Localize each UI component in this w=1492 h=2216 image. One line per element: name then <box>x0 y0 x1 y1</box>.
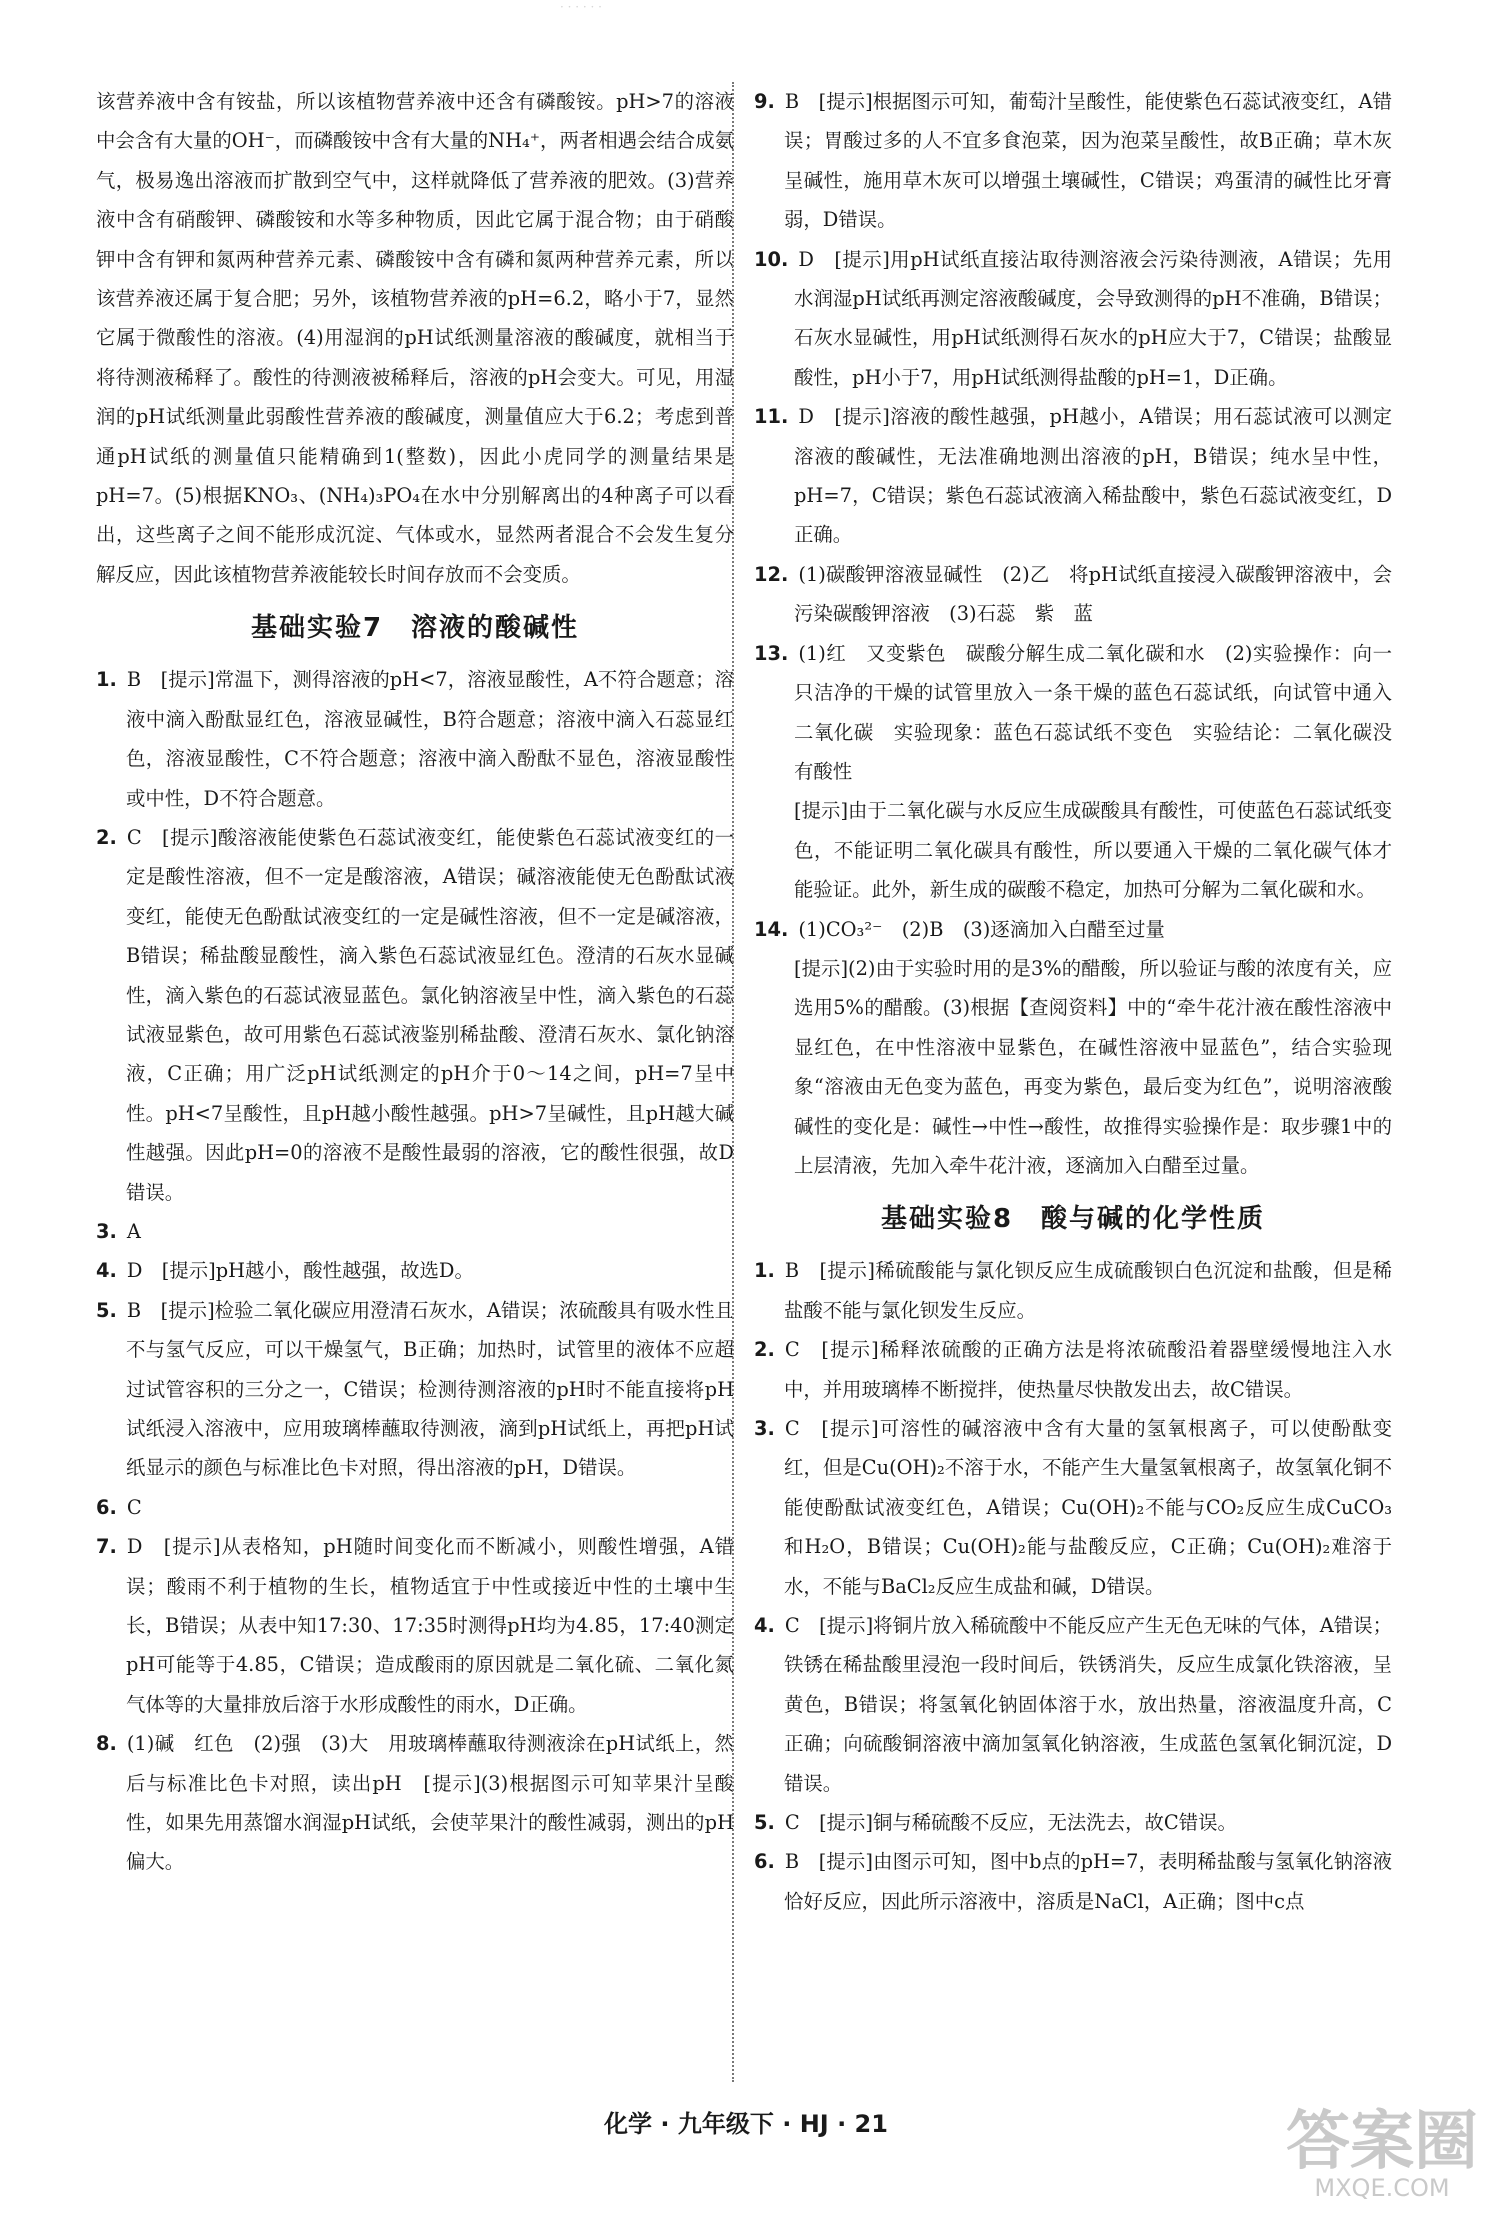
answer-item <box>754 1842 1392 1921</box>
answer-item <box>754 1606 1392 1803</box>
section-title-experiment-8: 基础实验8 酸与碱的化学性质 <box>880 1204 1266 1235</box>
watermark <box>1286 2105 1478 2202</box>
answer-item <box>96 818 734 1212</box>
section-title-experiment-7: 基础实验7 溶液的酸碱性 <box>250 613 580 644</box>
answer-hint: [提示]由于二氧化碳与水反应生成碳酸具有酸性，可使蓝色石蕊试纸变色，不能证明二氧化碳具有酸性，所以要通入干燥的二氧化碳气体才能验证。此外，新生成的碳酸不稳定，加热可分解为二氧化碳和水。 <box>794 799 1392 902</box>
answer-number: 6. <box>96 1495 117 1519</box>
intro-paragraph: 该营养液中含有铵盐，所以该植物营养液中还含有磷酸铵。pH>7的溶液中会含有大量的OH⁻，而磷酸铵中含有大量的NH₄⁺，两者相遇会结合成氨气，极易逸出溶液而扩散到空气中，这样就降低了营养液的肥效。(3)营养液中含有硝酸钾、磷酸铵和水等多种物质，因此它属于混合物；由于硝酸钾中含有钾和氮两种营养元素、磷酸铵中含有磷和氮两种营养元素，所以该营养液还属于复合肥；另外，该植物营养液的pH=6.2，略小于7，显然它属于微酸性的溶液。(4)用湿润的pH试纸测量溶液的酸碱度，就相当于将待测液稀释了。酸性的待测液被稀释后，溶液的pH会变大。可见，用湿润的pH试纸测量此弱酸性营养液的酸碱度，测量值应大于6.2；考虑到普通pH试纸的测量值只能精确到1(整数)，因此小虎同学的测量结果是pH=7。(5)根据KNO₃、(NH₄)₃PO₄在水中分别解离出的4种离子可以看出，这些离子之间不能形成沉淀、气体或水，显然两者混合不会发生复分解反应，因此该植物营养液能较长时间存放而不会变质。 <box>96 90 734 586</box>
answer-number: 14. <box>754 917 789 941</box>
answer-text: C [提示]可溶性的碱溶液中含有大量的氢氧根离子，可以使酚酞变红，但是Cu(OH)₂不溶于水，不能产生大量氢氧根离子，故氢氧化铜不能使酚酞试液变红色，A错误；Cu(OH)₂不能与CO₂反应生成CuCO₃和H₂O，B错误；Cu(OH)₂能与盐酸反应，C正确；Cu(OH)₂难溶于水，不能与BaCl₂反应生成盐和碱，D错误。 <box>784 1417 1392 1598</box>
answer-text: D [提示]用pH试纸直接沾取待测溶液会污染待测液，A错误；先用水润湿pH试纸再测定溶液酸碱度，会导致测得的pH不准确，B错误；石灰水显碱性，用pH试纸测得石灰水的pH应大于7，C错误；盐酸显酸性，pH小于7，用pH试纸测得盐酸的pH=1，D正确。 <box>794 247 1392 389</box>
answer-text: (1)碱 红色 (2)强 (3)大 用玻璃棒蘸取待测液涂在pH试纸上，然后与标准比色卡对照，读出pH [提示](3)根据图示可知苹果汁呈酸性，如果先用蒸馏水润湿pH试纸，会使苹果汁的酸性减弱，测出的pH偏大。 <box>126 1732 734 1874</box>
answer-list-experiment-8 <box>754 1251 1392 1921</box>
answer-item <box>754 1803 1392 1842</box>
answer-number: 11. <box>754 405 789 429</box>
column-divider <box>732 82 734 2082</box>
answer-number: 4. <box>754 1614 775 1638</box>
answer-text: C [提示]铜与稀硫酸不反应，无法洗去，故C错误。 <box>784 1811 1237 1835</box>
answer-item <box>754 1251 1392 1330</box>
answer-number: 3. <box>96 1219 117 1243</box>
answer-text: C <box>126 1495 142 1519</box>
answer-number: 9. <box>754 90 775 113</box>
answer-number: 4. <box>96 1259 117 1283</box>
page-footer: 化学 · 九年级下 · HJ · 21 <box>604 2110 888 2138</box>
watermark-logo: 答案圈 <box>1286 2105 1478 2179</box>
answer-number: 5. <box>96 1298 117 1322</box>
answer-item <box>754 1330 1392 1409</box>
answer-text: D [提示]从表格知，pH随时间变化而不断减小，则酸性增强，A错误；酸雨不利于植物的生长，植物适宜于中性或接近中性的土壤中生长，B错误；从表中知17:30、17:35时测得pH均为4.85，17:40测定pH可能等于4.85，C错误；造成酸雨的原因就是二氧化硫、二氧化氮气体等的大量排放后溶于水形成酸性的雨水，D正确。 <box>126 1535 734 1716</box>
answer-text: B [提示]根据图示可知，葡萄汁呈酸性，能使紫色石蕊试液变红，A错误；胃酸过多的人不宜多食泡菜，因为泡菜呈酸性，故B正确；草木灰呈碱性，施用草木灰可以增强土壤碱性，C错误；鸡蛋清的碱性比牙膏弱，D错误。 <box>784 90 1392 232</box>
answer-text: C [提示]将铜片放入稀硫酸中不能反应产生无色无味的气体，A错误；铁锈在稀盐酸里浸泡一段时间后，铁锈消失，反应生成氯化铁溶液，呈黄色，B错误；将氢氧化钠固体溶于水，放出热量，溶液温度升高，C正确；向硫酸铜溶液中滴加氢氧化钠溶液，生成蓝色氢氧化铜沉淀，D错误。 <box>784 1614 1392 1795</box>
answer-number: 1. <box>754 1259 775 1283</box>
answer-number: 1. <box>96 668 117 692</box>
answer-item <box>96 1724 734 1882</box>
answer-text: (1)碳酸钾溶液显碱性 (2)乙 将pH试纸直接浸入碳酸钾溶液中，会污染碳酸钾溶液 (3)石蕊 紫 蓝 <box>794 562 1392 626</box>
answer-number: 12. <box>754 562 789 586</box>
top-mark: · · · · · · <box>560 0 602 14</box>
answer-item <box>754 82 1392 240</box>
answer-item <box>754 240 1392 398</box>
answer-item <box>754 910 1392 1186</box>
answer-number: 2. <box>754 1338 775 1362</box>
right-column <box>754 82 1392 1921</box>
answer-item <box>96 660 734 818</box>
watermark-url: MXQE.COM <box>1314 2174 1450 2202</box>
answer-text: A <box>126 1219 141 1243</box>
answer-text: C [提示]酸溶液能使紫色石蕊试液变红，能使紫色石蕊试液变红的一定是酸性溶液，但不一定是酸溶液，A错误；碱溶液能使无色酚酞试液变红，能使无色酚酞试液变红的一定是碱性溶液，但不一定是碱溶液，B错误；稀盐酸显酸性，滴入紫色石蕊试液显红色。澄清的石灰水显碱性，滴入紫色的石蕊试液显蓝色。氯化钠溶液呈中性，滴入紫色的石蕊试液显紫色，故可用紫色石蕊试液鉴别稀盐酸、澄清石灰水、氯化钠溶液，C正确；用广泛pH试纸测定的pH介于0～14之间，pH=7呈中性。pH<7呈酸性，且pH越小酸性越强。pH>7呈碱性，且pH越大碱性越强。因此pH=0的溶液不是酸性最弱的溶液，它的酸性很强，故D错误。 <box>126 825 734 1204</box>
answer-text: (1)红 又变紫色 碳酸分解生成二氧化碳和水 (2)实验操作：向一只洁净的干燥的试管里放入一条干燥的蓝色石蕊试纸，向试管中通入二氧化碳 实验现象：蓝色石蕊试纸不变色 实验结论：二氧化碳没有酸性 <box>794 641 1392 783</box>
answer-item <box>96 1527 734 1724</box>
answer-list-experiment-7 <box>96 660 734 1882</box>
answer-number: 2. <box>96 825 117 849</box>
answer-text: D [提示]溶液的酸性越强，pH越小，A错误；用石蕊试液可以测定溶液的酸碱性，无法准确地测出溶液的pH，B错误；纯水呈中性，pH=7，C错误；紫色石蕊试液滴入稀盐酸中，紫色石蕊试液变红，D正确。 <box>794 405 1392 547</box>
answer-text: D [提示]pH越小，酸性越强，故选D。 <box>126 1259 474 1283</box>
answer-number: 8. <box>96 1732 117 1756</box>
answer-item <box>96 1251 734 1290</box>
answer-number: 5. <box>754 1811 775 1835</box>
answer-text: B [提示]稀硫酸能与氯化钡反应生成硫酸钡白色沉淀和盐酸，但是稀盐酸不能与氯化钡发生反应。 <box>784 1259 1392 1322</box>
answer-item <box>754 634 1392 910</box>
answer-text: (1)CO₃²⁻ (2)B (3)逐滴加入白醋至过量 <box>798 917 1165 941</box>
answer-item <box>754 555 1392 634</box>
answer-number: 10. <box>754 247 789 271</box>
answer-item <box>96 1488 734 1527</box>
answer-item <box>754 1409 1392 1606</box>
answer-item <box>754 397 1392 555</box>
answer-text: B [提示]由图示可知，图中b点的pH=7，表明稀盐酸与氢氧化钠溶液恰好反应，因此所示溶液中，溶质是NaCl，A正确；图中c点 <box>784 1850 1392 1913</box>
answer-text: C [提示]稀释浓硫酸的正确方法是将浓硫酸沿着器壁缓慢地注入水中，并用玻璃棒不断搅拌，使热量尽快散发出去，故C错误。 <box>784 1338 1392 1401</box>
answer-item <box>96 1212 734 1251</box>
answer-item <box>96 1291 734 1488</box>
left-column <box>96 82 734 1882</box>
answer-text: B [提示]常温下，测得溶液的pH<7，溶液显酸性，A不符合题意；溶液中滴入酚酞显红色，溶液显碱性，B符合题意；溶液中滴入石蕊显红色，溶液显酸性，C不符合题意；溶液中滴入酚酞不显色，溶液显酸性或中性，D不符合题意。 <box>126 668 734 810</box>
answer-text: B [提示]检验二氧化碳应用澄清石灰水，A错误；浓硫酸具有吸水性且不与氢气反应，可以干燥氢气，B正确；加热时，试管里的液体不应超过试管容积的三分之一，C错误；检测待测溶液的pH时不能直接将pH试纸浸入溶液中，应用玻璃棒蘸取待测液，滴到pH试纸上，再把pH试纸显示的颜色与标准比色卡对照，得出溶液的pH，D错误。 <box>126 1298 734 1480</box>
answer-number: 6. <box>754 1850 775 1874</box>
answer-hint: [提示](2)由于实验时用的是3%的醋酸，所以验证与酸的浓度有关，应选用5%的醋酸。(3)根据【查阅资料】中的“牵牛花汁液在酸性溶液中显红色，在中性溶液中显紫色，在碱性溶液中显蓝色”，结合实验现象“溶液由无色变为蓝色，再变为紫色，最后变为红色”，说明溶液酸碱性的变化是：碱性→中性→酸性，故推得实验操作是：取步骤1中的上层清液，先加入牵牛花汁液，逐滴加入白醋至过量。 <box>794 956 1392 1177</box>
answer-number: 7. <box>96 1535 117 1559</box>
answer-number: 13. <box>754 641 789 665</box>
answer-number: 3. <box>754 1417 775 1440</box>
answer-list-experiment-7-cont <box>754 82 1392 1185</box>
